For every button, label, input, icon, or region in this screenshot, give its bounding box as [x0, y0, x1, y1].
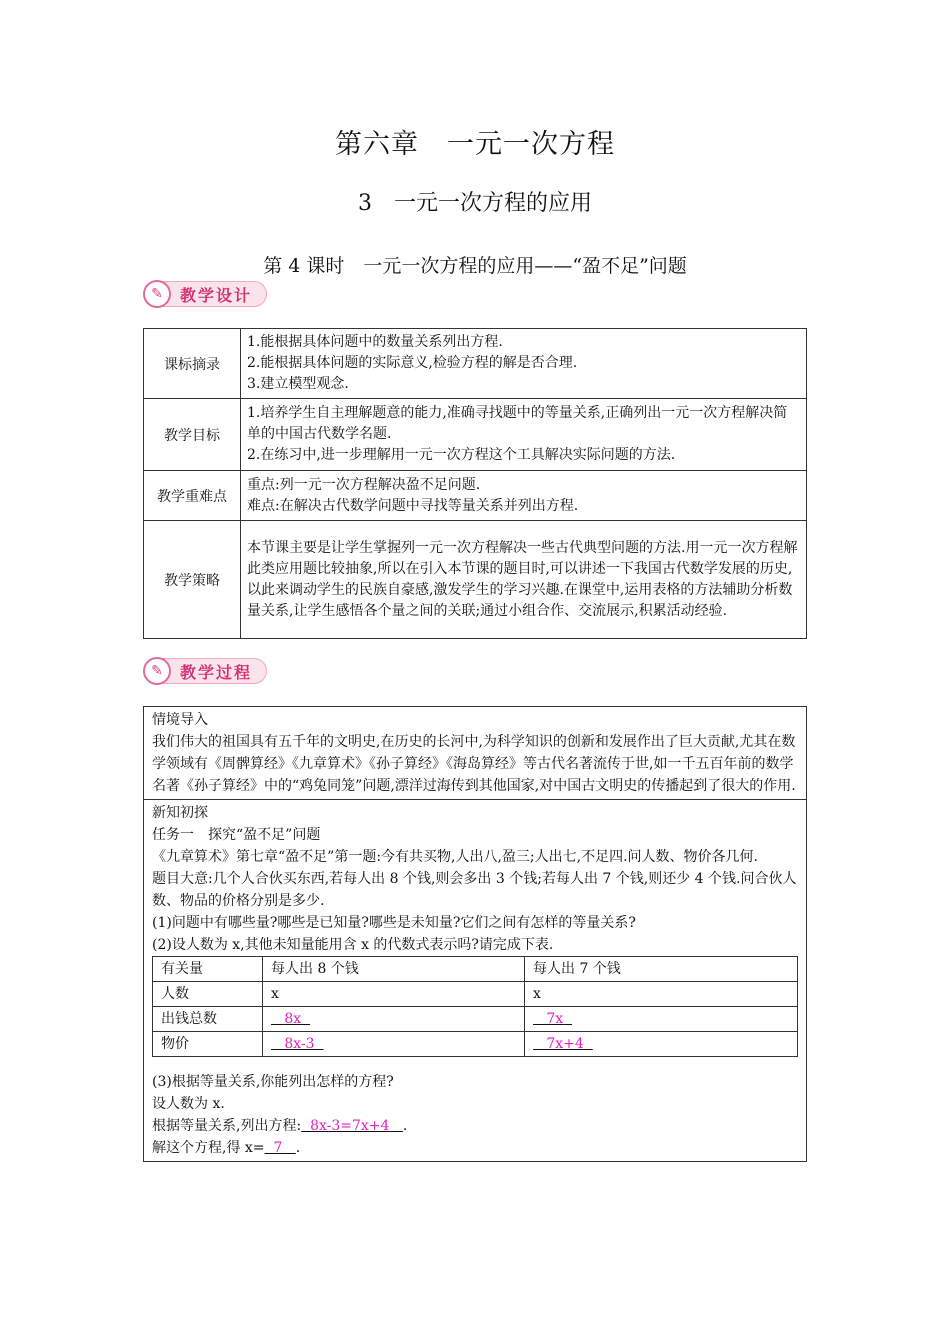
intro-cell — [144, 707, 807, 800]
quantity-header: 每人出 8 个钱 — [263, 957, 525, 982]
design-badge — [143, 279, 275, 309]
answer-text: 8x — [284, 1011, 302, 1027]
design-content — [241, 521, 807, 639]
new-knowledge-cell — [144, 800, 807, 1162]
chapter-title: 第六章 一元一次方程 — [335, 129, 615, 160]
question-2: (2)设人数为 x,其他未知量能用含 x 的代数式表示吗?请完成下表. — [152, 937, 554, 953]
design-line: 1.能根据具体问题中的数量关系列出方程. — [247, 334, 503, 350]
design-line: 2.能根据具体问题的实际意义,检验方程的解是否合理. — [247, 355, 578, 371]
design-line: 重点:列一元一次方程解决盈不足问题. — [247, 476, 481, 493]
equation-answer: 8x-3=7x+4 — [310, 1118, 390, 1134]
intro-heading: 情境导入 — [152, 712, 208, 728]
design-label: 教学策略 — [144, 521, 241, 639]
section-title: 3 一元一次方程的应用 — [358, 191, 592, 216]
answer-text: 8x-3 — [284, 1036, 315, 1052]
intro-text: 我们伟大的祖国具有五千年的文明史,在历史的长河中,为科学知识的创新和发展作出了巨大贡献,尤其在数学领域有《周髀算经》《九章算术》《孙子算经》《海岛算经》等古代名著流传于世,如一千五百年前的数学名著《孙子算经》中的“鸡兔同笼”问题,漂洋过海传到其他国家,对中国古文明史的传播起到了很大的作用. — [152, 734, 796, 794]
lesson-title: 第 4 课时 一元一次方程的应用——“盈不足”问题 — [263, 255, 687, 277]
design-label: 教学重难点 — [144, 471, 241, 521]
process-table — [143, 706, 807, 1162]
design-line: 3.建立模型观念. — [247, 376, 349, 392]
quantity-table — [152, 956, 798, 1057]
quantity-value: x — [263, 982, 525, 1007]
set-variable: 设人数为 x. — [152, 1096, 225, 1112]
problem-text: 《九章算术》第七章“盈不足”第一题:今有共买物,人出八,盈三;人出七,不足四.问人数、物价各几何. — [152, 849, 758, 865]
design-content — [241, 329, 807, 399]
solution-answer: 7 — [273, 1140, 283, 1156]
quantity-value: x — [525, 982, 798, 1007]
design-line: 1.培养学生自主理解题意的能力,准确寻找题中的等量关系,正确列出一元一次方程解决简单的中国古代数学名题. — [247, 405, 788, 442]
question-3: (3)根据等量关系,你能列出怎样的方程? — [152, 1074, 394, 1090]
quantity-header: 每人出 7 个钱 — [525, 957, 798, 982]
quantity-value — [263, 1032, 525, 1057]
design-content — [241, 471, 807, 521]
design-badge-label: 教学设计 — [161, 281, 267, 307]
equation-line: 根据等量关系,列出方程: 8x-3=7x+4 . — [152, 1118, 408, 1134]
question-1: (1)问题中有哪些量?哪些是已知量?哪些是未知量?它们之间有怎样的等量关系? — [152, 915, 636, 931]
design-line: 难点:在解决古代数学问题中寻找等量关系并列出方程. — [247, 497, 579, 514]
new-heading: 新知初探 — [152, 805, 208, 821]
book-icon: ✎ — [143, 657, 171, 685]
quantity-name: 人数 — [153, 982, 263, 1007]
design-label: 教学目标 — [144, 399, 241, 471]
design-label: 课标摘录 — [144, 329, 241, 399]
answer-text: 7x — [546, 1011, 564, 1027]
process-badge — [143, 656, 275, 686]
design-content — [241, 399, 807, 471]
task-title: 任务一 探究“盈不足”问题 — [152, 827, 321, 843]
design-line: 2.在练习中,进一步理解用一元一次方程这个工具解决实际问题的方法. — [247, 447, 676, 463]
answer-text: 7x+4 — [546, 1036, 584, 1052]
quantity-name: 物价 — [153, 1032, 263, 1057]
design-line: 本节课主要是让学生掌握列一元一次方程解决一些古代典型问题的方法.用一元一次方程解此类应用题比较抽象,所以在引入本节课的题目时,可以讲述一下我国古代数学发展的历史,以此来调动学生的民族自豪感,激发学生的学习兴趣.在课堂中,运用表格的方法辅助分析数量关系,让学生感悟各个量之间的关联;通过小组合作、交流展示,积累活动经验. — [247, 539, 798, 619]
book-icon: ✎ — [143, 280, 171, 308]
solution-prefix: 解这个方程,得 x= — [152, 1140, 265, 1156]
meaning-text: 题目大意:几个人合伙买东西,若每人出 8 个钱,则会多出 3 个钱;若每人出 7 个钱,则还少 4 个钱.问合伙人数、物品的价格分别是多少. — [152, 871, 797, 909]
quantity-name: 出钱总数 — [153, 1007, 263, 1032]
process-badge-label: 教学过程 — [161, 658, 267, 684]
design-table — [143, 328, 807, 639]
equation-prefix: 根据等量关系,列出方程: — [152, 1118, 302, 1134]
quantity-header: 有关量 — [153, 957, 263, 982]
quantity-value — [525, 1032, 798, 1057]
quantity-value — [525, 1007, 798, 1032]
quantity-value — [263, 1007, 525, 1032]
solution-line: 解这个方程,得 x= 7 . — [152, 1140, 301, 1156]
